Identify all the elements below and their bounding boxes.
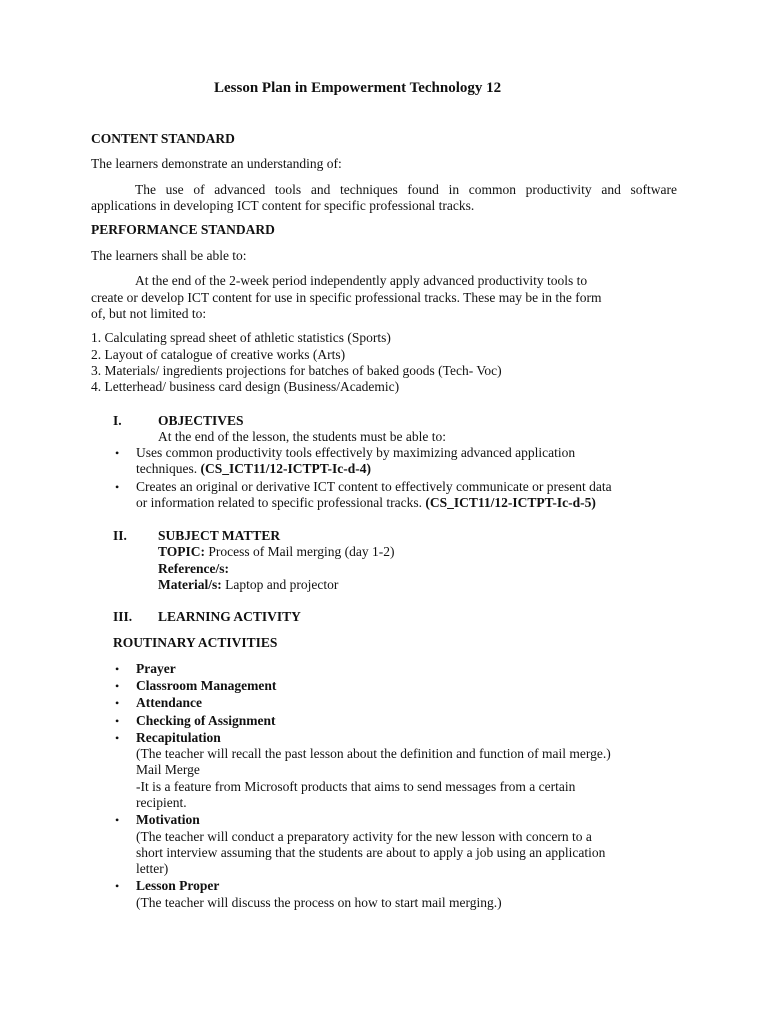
motivation-text: short interview assuming that the students are about to apply a job using an application [136,845,606,860]
motivation-text: (The teacher will conduct a preparatory activity for the new lesson with concern to a [136,829,592,844]
section-numeral: II. [113,528,127,543]
performance-standard-paragraph-line: of, but not limited to: [91,306,207,321]
topic-value: Process of Mail merging (day 1-2) [208,544,395,559]
bullet-icon: • [115,679,120,693]
section-numeral: III. [113,609,133,624]
objective-text: techniques. [136,461,198,476]
list-item: Lesson Proper [136,878,220,893]
recap-text: recipient. [136,795,187,810]
material-value: Laptop and projector [225,577,339,592]
material-label: Material/s: [158,577,222,592]
list-item: Checking of Assignment [136,713,276,728]
objective-text: or information related to specific professional tracks. [136,495,423,510]
bullet-icon: • [115,731,120,745]
list-item: 2. Layout of catalogue of creative works (Arts) [91,347,346,362]
performance-standard-intro: The learners shall be able to: [91,248,247,263]
motivation-text: letter) [136,861,169,876]
competency-code: (CS_ICT11/12-ICTPT-Ic-d-5) [425,495,596,510]
list-item: 3. Materials/ ingredients projections for batches of baked goods (Tech- Voc) [91,363,502,378]
list-item: Classroom Management [136,678,277,693]
objective-line [136,495,596,511]
objective-line: Creates an original or derivative ICT content to effectively communicate or present data [136,479,612,494]
recap-text: (The teacher will recall the past lesson about the definition and function of mail merge.) [136,746,611,761]
list-item: Attendance [136,695,202,710]
competency-code: (CS_ICT11/12-ICTPT-Ic-d-4) [200,461,372,476]
objective-line [136,461,371,477]
topic-label: TOPIC: [158,544,206,559]
list-item: 4. Letterhead/ business card design (Business/Academic) [91,379,400,394]
reference-label: Reference/s: [158,561,229,576]
bullet-icon: • [115,696,120,710]
page-title: Lesson Plan in Empowerment Technology 12 [214,80,502,96]
content-standard-heading: CONTENT STANDARD [91,131,235,146]
bullet-icon: • [115,879,120,893]
bullet-icon: • [115,714,120,728]
recap-text: Mail Merge [136,762,200,777]
material-line [158,577,338,593]
bullet-icon: • [115,662,120,676]
bullet-icon: • [115,446,120,460]
performance-standard-paragraph-line: At the end of the 2-week period independently apply advanced productivity tools to [135,273,588,288]
content-standard-paragraph-line: The use of advanced tools and techniques found in common productivity and software [135,182,677,197]
objectives-intro: At the end of the lesson, the students must be able to: [158,429,446,444]
performance-standard-heading: PERFORMANCE STANDARD [91,222,275,237]
list-item: Motivation [136,812,200,827]
list-item: Prayer [136,661,176,676]
bullet-icon: • [115,813,120,827]
content-standard-intro: The learners demonstrate an understanding of: [91,156,342,171]
routinary-activities-heading: ROUTINARY ACTIVITIES [113,635,278,650]
topic-line [158,544,394,560]
performance-standard-paragraph-line: create or develop ICT content for use in specific professional tracks. These may be in the form [91,290,602,305]
objectives-heading: OBJECTIVES [158,413,244,428]
objective-line: Uses common productivity tools effectively by maximizing advanced application [136,445,576,460]
lesson-proper-text: (The teacher will discuss the process on how to start mail merging.) [136,895,502,910]
list-item: Recapitulation [136,730,221,745]
bullet-icon: • [115,480,120,494]
content-standard-paragraph-line: applications in developing ICT content for specific professional tracks. [91,198,475,213]
recap-text: -It is a feature from Microsoft products that aims to send messages from a certain [136,779,576,794]
list-item: 1. Calculating spread sheet of athletic statistics (Sports) [91,330,391,345]
learning-activity-heading: LEARNING ACTIVITY [158,609,301,624]
section-numeral: I. [113,413,122,428]
subject-matter-heading: SUBJECT MATTER [158,528,281,543]
